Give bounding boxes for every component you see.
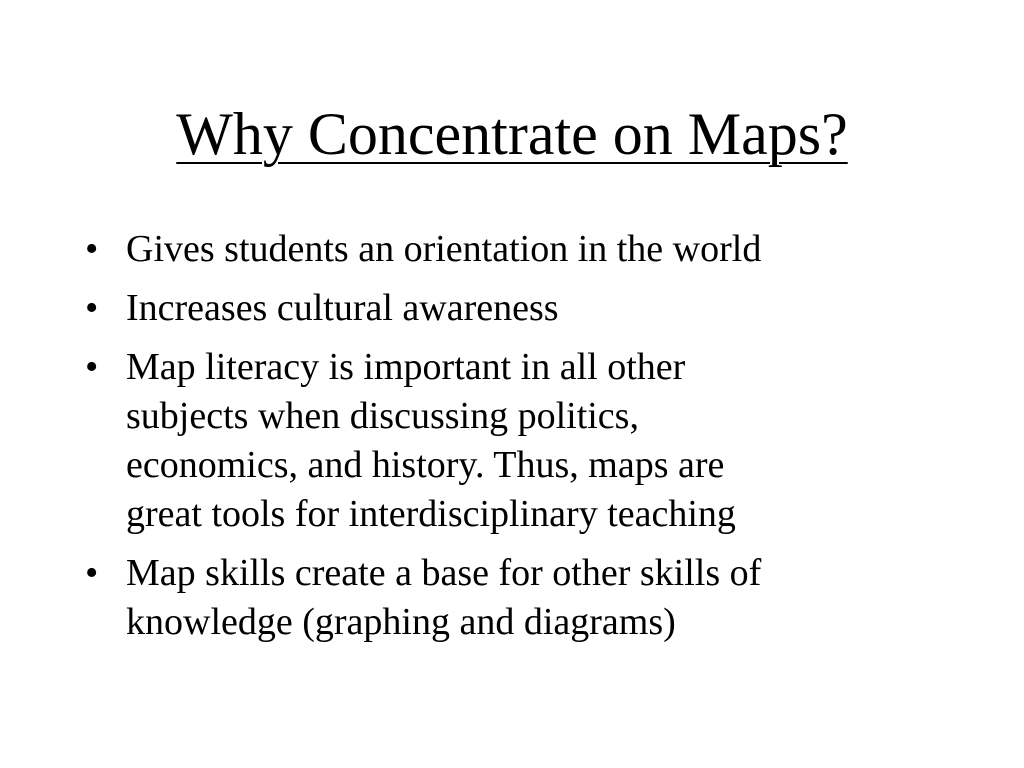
bullet-item <box>85 284 945 333</box>
bullet-dot-icon: • <box>85 287 99 329</box>
slide-title-text: Why Concentrate on Maps? <box>176 101 848 167</box>
bullet-text-line: economics, and history. Thus, maps are <box>126 444 725 486</box>
bullet-text-line: great tools for interdisciplinary teaching <box>126 493 736 535</box>
bullet-text: Increases cultural awareness <box>126 287 559 329</box>
bullet-item <box>85 225 945 274</box>
slide-title <box>0 98 1024 170</box>
bullet-list <box>85 225 945 657</box>
bullet-dot-icon: • <box>85 346 99 388</box>
bullet-text-line: Map literacy is important in all other <box>126 346 686 388</box>
bullet-dot-icon: • <box>85 552 99 594</box>
bullet-item <box>85 343 945 539</box>
bullet-dot-icon: • <box>85 228 99 270</box>
bullet-text-line: Map skills create a base for other skills of <box>126 552 762 594</box>
bullet-text-line: subjects when discussing politics, <box>126 395 639 437</box>
bullet-item <box>85 549 945 647</box>
bullet-text: Gives students an orientation in the world <box>126 228 762 270</box>
bullet-text-line: knowledge (graphing and diagrams) <box>126 601 676 643</box>
